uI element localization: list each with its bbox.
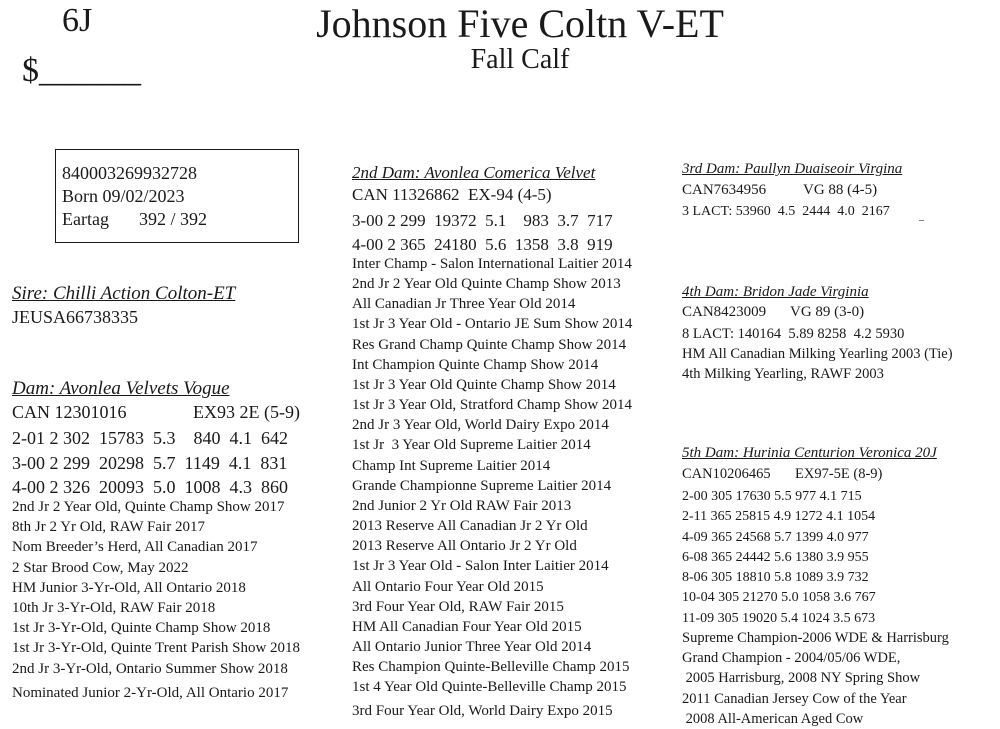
second-dam-award-line: All Ontario Junior Three Year Old 2014 [352,638,592,655]
fourth-dam-classification: VG 89 (3-0) [790,304,865,320]
id-eartag-row [62,208,298,231]
id-registration: 840003269932728 [62,163,197,183]
fifth-dam-heading: 5th Dam: Hurinia Centurion Veronica 20J [682,445,937,461]
dam-awards [12,497,300,703]
second-dam-award-line: 2013 Reserve All Ontario Jr 2 Yr Old [352,538,577,555]
dam-award-line: 2nd Jr 3-Yr-Old, Ontario Summer Show 2018 [12,660,288,677]
fifth-dam-award-line: 2011 Canadian Jersey Cow of the Year [682,690,907,707]
dam-award-line: Nom Breeder’s Herd, All Canadian 2017 [12,539,258,556]
second-dam-award-line: 3rd Four Year Old, World Dairy Expo 2015 [352,703,613,720]
animal-name-title: Johnson Five Coltn V-ET [316,1,724,46]
second-dam-records [352,209,613,257]
fourth-dam-line: 4th Milking Yearling, RAWF 2003 [682,366,884,383]
fifth-dam-records [682,487,876,629]
second-dam-award-line: 1st Jr 3 Year Old Supreme Laitier 2014 [352,437,591,454]
dam-records [12,426,288,500]
sire-heading: Sire: Chilli Action Colton-ET [12,283,236,304]
id-box [55,149,299,243]
fourth-dam-line: HM All Canadian Milking Yearling 2003 (Tie) [682,346,953,363]
dam-award-line: 8th Jr 2 Yr Old, RAW Fair 2017 [12,519,205,536]
second-dam-award-line: HM All Canadian Four Year Old 2015 [352,618,582,635]
second-dam-award-line: 1st Jr 3 Year Old, Stratford Champ Show 2014 [352,397,632,414]
dam-registration: CAN 12301016 [12,402,127,422]
second-dam-awards [352,254,632,722]
lot-number: 6J [62,2,93,39]
fifth-dam-record-line: 4-09 365 24568 5.7 1399 4.0 977 [682,529,869,545]
id-eartag-value: 392 / 392 [138,209,207,229]
second-dam-award-line: 2nd Junior 2 Yr Old RAW Fair 2013 [352,497,572,514]
dam-record-line: 3-00 2 299 20298 5.7 1149 4.1 831 [12,452,288,473]
id-eartag-label: Eartag [62,209,109,229]
second-dam-award-line: 3rd Four Year Old, RAW Fair 2015 [352,598,564,615]
underscore-mark: _ [919,211,924,222]
second-dam-award-line: Int Champion Quinte Champ Show 2014 [352,356,599,373]
second-dam-award-line: 1st 4 Year Old Quinte-Belleville Champ 2015 [352,679,627,696]
second-dam-registration: CAN 11326862 EX-94 (4-5) [352,185,552,204]
fifth-dam-award-line: Grand Champion - 2004/05/06 WDE, [682,650,901,667]
fourth-dam-registration: CAN8423009 [682,304,767,320]
second-dam-award-line: All Canadian Jr Three Year Old 2014 [352,296,576,313]
fourth-dam-line: 8 LACT: 140164 5.89 8258 4.2 5930 [682,326,905,342]
second-dam-award-line: Res Grand Champ Quinte Champ Show 2014 [352,336,627,353]
dam-award-line: Nominated Junior 2-Yr-Old, All Ontario 2017 [12,684,289,701]
second-dam-record-line: 3-00 2 299 19372 5.1 983 3.7 717 [352,211,613,230]
dam-award-line: 1st Jr 3-Yr-Old, Quinte Champ Show 2018 [12,620,271,637]
fifth-dam-record-line: 11-09 305 19020 5.4 1024 3.5 673 [682,610,876,626]
second-dam-record-line: 4-00 2 365 24180 5.6 1358 3.8 919 [352,235,613,254]
second-dam-award-line: 1st Jr 3 Year Old - Ontario JE Sum Show 2014 [352,316,633,333]
second-dam-award-line: 1st Jr 3 Year Old - Salon Inter Laitier 2014 [352,558,609,575]
fourth-dam-heading: 4th Dam: Bridon Jade Virginia [682,284,869,300]
second-dam-award-line: Champ Int Supreme Laitier 2014 [352,457,551,474]
dam-record-line: 4-00 2 326 20093 5.0 1008 4.3 860 [12,477,288,497]
third-dam-registration: CAN7634956 [682,182,767,198]
fifth-dam-award-line: 2005 Harrisburg, 2008 NY Spring Show [682,670,921,687]
second-dam-award-line: All Ontario Four Year Old 2015 [352,578,544,595]
fifth-dam-award-line: Supreme Champion-2006 WDE & Harrisburg [682,630,949,646]
third-dam-classification: VG 88 (4-5) [803,182,878,198]
fifth-dam-registration: CAN10206465 [682,466,771,482]
sire-registration: JEUSA66738335 [12,307,139,327]
second-dam-award-line: 1st Jr 3 Year Old Quinte Champ Show 2014 [352,376,616,393]
class-subtitle: Fall Calf [470,44,570,75]
second-dam-award-line: 2013 Reserve All Canadian Jr 2 Yr Old [352,518,588,535]
fifth-dam-award-line: 2008 All-American Aged Cow [682,710,864,727]
id-born-date: Born 09/02/2023 [62,186,185,206]
second-dam-heading: 2nd Dam: Avonlea Comerica Velvet [352,163,596,182]
fifth-dam-awards [682,628,949,729]
fifth-dam-record-line: 8-06 305 18810 5.8 1089 3.9 732 [682,570,869,586]
dam-record-line: 2-01 2 302 15783 5.3 840 4.1 642 [12,428,288,448]
dam-award-line: HM Junior 3-Yr-Old, All Ontario 2018 [12,579,246,596]
second-dam-award-line: 2nd Jr 2 Year Old Quinte Champ Show 2013 [352,276,621,293]
dam-award-line: 10th Jr 3-Yr-Old, RAW Fair 2018 [12,600,216,617]
fifth-dam-record-line: 2-11 365 25815 4.9 1272 4.1 1054 [682,509,876,525]
second-dam-award-line: Grande Championne Supreme Laitier 2014 [352,477,612,494]
fifth-dam-record-line: 10-04 305 21270 5.0 1058 3.6 767 [682,590,876,606]
second-dam-award-line: Res Champion Quinte-Belleville Champ 2015 [352,659,630,676]
fourth-dam-lines [682,324,953,385]
third-dam-lactation: 3 LACT: 53960 4.5 2444 4.0 2167 [682,204,890,219]
dam-heading: Dam: Avonlea Velvets Vogue [12,378,230,399]
dam-award-line: 1st Jr 3-Yr-Old, Quinte Trent Parish Show 2018 [12,640,301,657]
dam-award-line: 2nd Jr 2 Year Old, Quinte Champ Show 2017 [12,499,285,515]
third-dam-heading: 3rd Dam: Paullyn Duaiseoir Virgina [682,161,903,177]
dam-award-line: 2 Star Brood Cow, May 2022 [12,559,189,576]
fifth-dam-record-line: 2-00 305 17630 5.5 977 4.1 715 [682,489,862,504]
second-dam-award-line: Inter Champ - Salon International Laitier 2014 [352,256,632,272]
price-blank: $______ [22,52,141,89]
dam-classification: EX93 2E (5-9) [193,402,300,422]
second-dam-award-line: 2nd Jr 3 Year Old, World Dairy Expo 2014 [352,417,609,434]
fifth-dam-record-line: 6-08 365 24442 5.6 1380 3.9 955 [682,549,869,565]
fifth-dam-classification: EX97-5E (8-9) [795,466,883,482]
